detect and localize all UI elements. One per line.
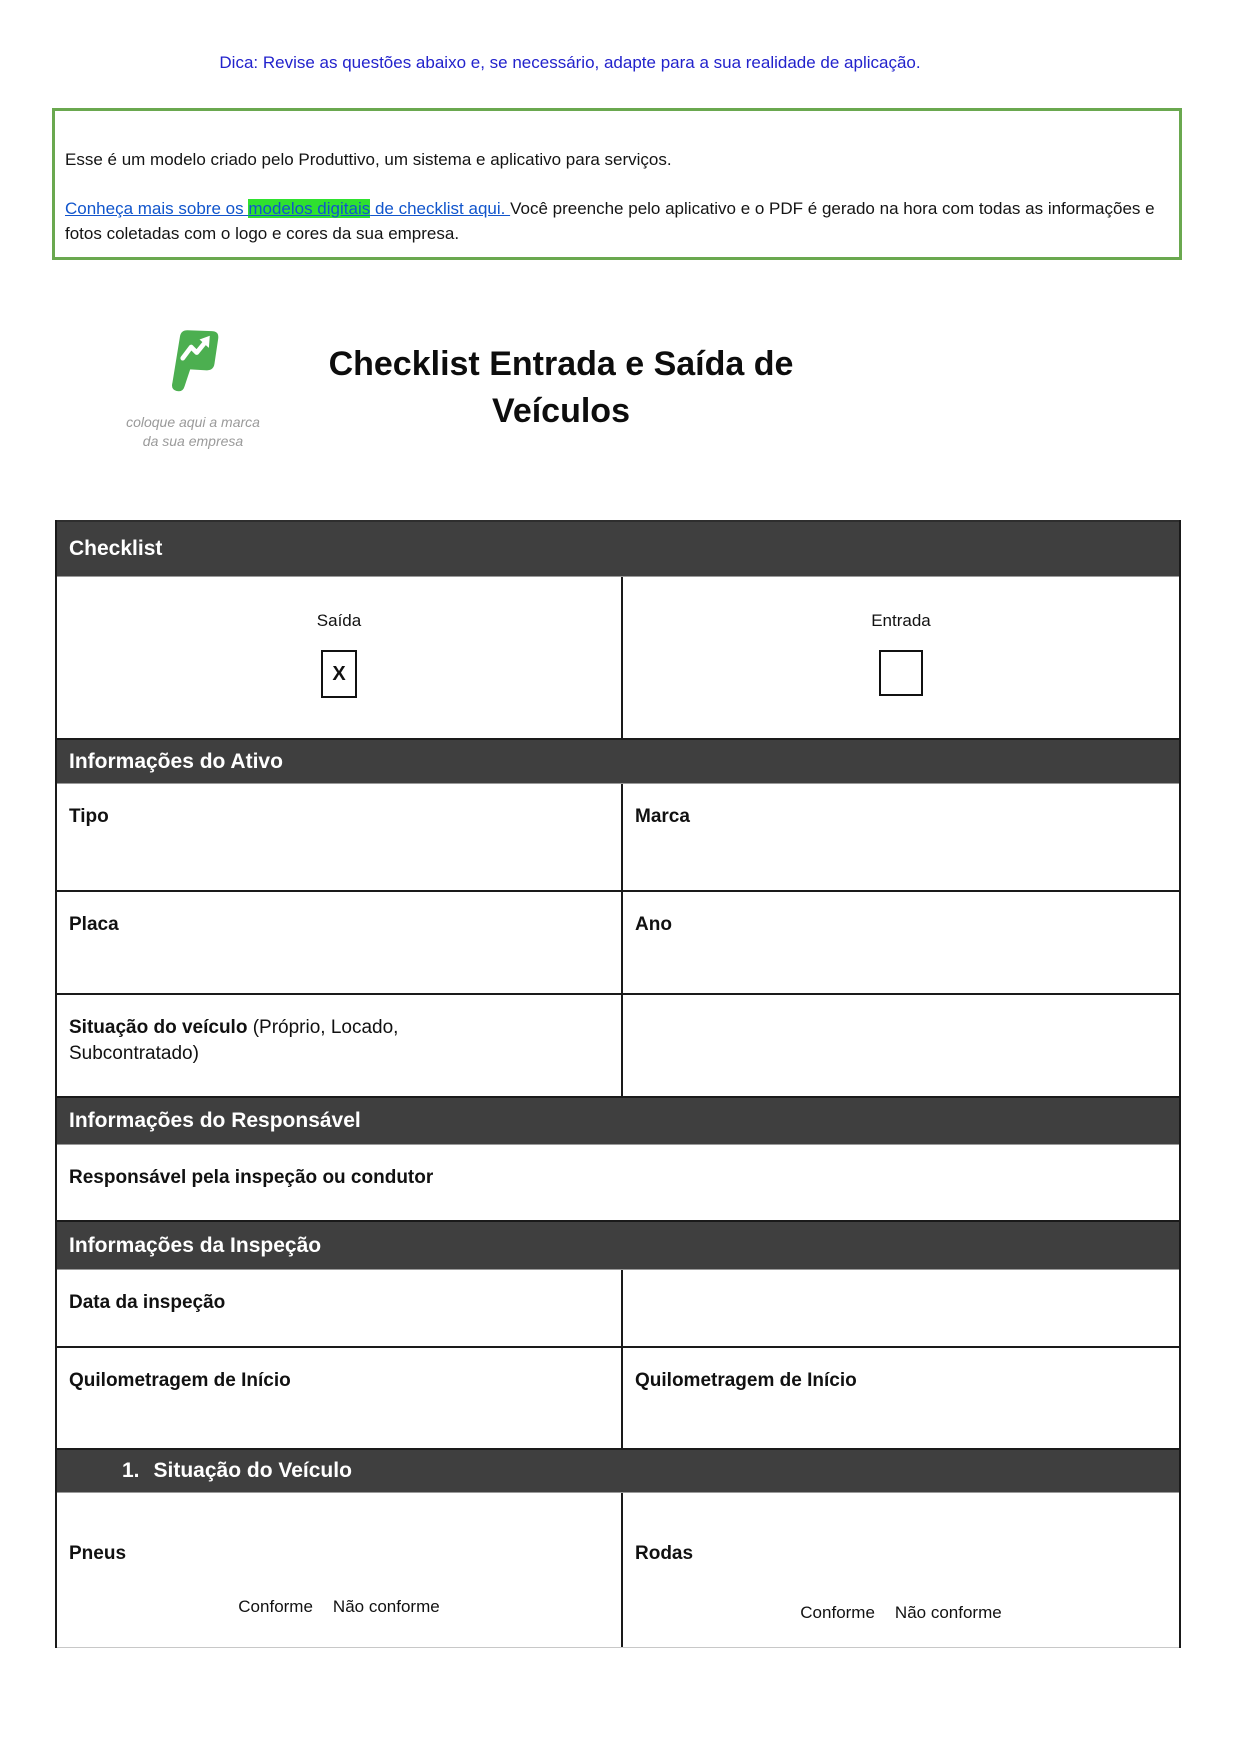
data-inspecao-cell (57, 1270, 623, 1346)
entrada-cell (623, 577, 1179, 738)
field-label-situacao (57, 995, 493, 1067)
rodas-option-conforme[interactable]: Conforme (800, 1603, 875, 1622)
link-text-before: Conheça mais sobre os (65, 199, 249, 218)
intro-paragraph-1: Esse é um modelo criado pelo Produttivo, um sistema e aplicativo para serviços. (65, 150, 672, 169)
section-header-checklist (57, 520, 1179, 577)
pneus-option-nao-conforme[interactable]: Não conforme (332, 1597, 440, 1616)
placa-cell (57, 892, 623, 993)
km-inicio-left-cell (57, 1348, 623, 1448)
checklist-models-link[interactable] (65, 199, 510, 218)
logo-caption-line1: coloque aqui a marca (126, 414, 260, 430)
data-inspecao-answer-cell (623, 1270, 1179, 1346)
saida-cell (57, 577, 623, 738)
entrada-checkbox[interactable] (879, 650, 923, 696)
field-label-data-inspecao: Data da inspeção (69, 1292, 226, 1313)
section-header-responsavel-label: Informações do Responsável (69, 1109, 361, 1132)
intro-paragraph-2 (65, 196, 1169, 246)
saida-checkbox[interactable]: X (321, 650, 357, 698)
item-label-pneus: Pneus (69, 1543, 127, 1564)
entrada-label: Entrada (871, 611, 931, 630)
section-header-inspecao (57, 1222, 1179, 1270)
marca-cell (623, 784, 1179, 890)
section-header-checklist-label: Checklist (69, 537, 163, 560)
section-title: Situação do Veículo (153, 1459, 352, 1482)
section-number: 1. (122, 1459, 140, 1482)
row-data-inspecao (57, 1270, 1179, 1348)
pneus-options (57, 1596, 621, 1617)
rodas-cell (623, 1493, 1179, 1647)
row-placa-ano (57, 892, 1179, 995)
pneus-cell (57, 1493, 623, 1647)
field-label-marca: Marca (635, 806, 690, 827)
pneus-option-conforme[interactable]: Conforme (238, 1597, 313, 1616)
situacao-cell (57, 995, 623, 1096)
responsavel-cell (57, 1145, 1179, 1220)
situacao-label-bold: Situação do veículo (69, 1017, 248, 1038)
situacao-answer-cell (623, 995, 1179, 1096)
checklist-choice-row (57, 577, 1179, 740)
intro-paragraph-2-rest: Você preenche pelo aplicativo e o PDF é gerado na hora com todas as informações e fotos coletadas com o logo e cores da sua empresa. (65, 199, 1155, 243)
km-inicio-right-cell (623, 1348, 1179, 1448)
field-label-placa: Placa (69, 914, 119, 935)
section-header-ativo-label: Informações do Ativo (69, 749, 283, 773)
logo-caption-line2: da sua empresa (142, 433, 244, 449)
document-title: Checklist Entrada e Saída de Veículos (328, 345, 794, 430)
produttivo-arrow-logo-icon (165, 326, 221, 396)
rodas-options (623, 1602, 1179, 1623)
tipo-cell (57, 784, 623, 890)
section-header-responsavel (57, 1098, 1179, 1145)
link-text-after: de checklist aqui. (370, 199, 511, 218)
checklist-form (55, 520, 1181, 1648)
field-label-km-left: Quilometragem de Início (69, 1370, 291, 1391)
item-label-rodas: Rodas (635, 1543, 694, 1564)
rodas-option-nao-conforme[interactable]: Não conforme (894, 1603, 1002, 1622)
section-header-situacao-veiculo (57, 1450, 1179, 1493)
ano-cell (623, 892, 1179, 993)
row-tipo-marca (57, 784, 1179, 892)
field-label-tipo: Tipo (69, 806, 109, 827)
row-responsavel (57, 1145, 1179, 1222)
situacao-label-options: (Próprio, Locado, Subcontratado) (69, 1017, 399, 1064)
tip-text: Dica: Revise as questões abaixo e, se necessário, adapte para a sua realidade de aplicação. (219, 53, 921, 72)
section-header-inspecao-label: Informações da Inspeção (69, 1233, 322, 1257)
section-header-ativo (57, 740, 1179, 784)
link-highlighted-text: modelos digitais (248, 199, 371, 218)
saida-label: Saída (316, 611, 362, 630)
field-label-ano: Ano (635, 914, 672, 935)
row-situacao-veiculo (57, 995, 1179, 1098)
row-pneus-rodas (57, 1493, 1179, 1648)
row-quilometragem (57, 1348, 1179, 1450)
field-label-responsavel: Responsável pela inspeção ou condutor (69, 1167, 434, 1188)
field-label-km-right: Quilometragem de Início (635, 1370, 857, 1391)
intro-box (52, 108, 1182, 260)
